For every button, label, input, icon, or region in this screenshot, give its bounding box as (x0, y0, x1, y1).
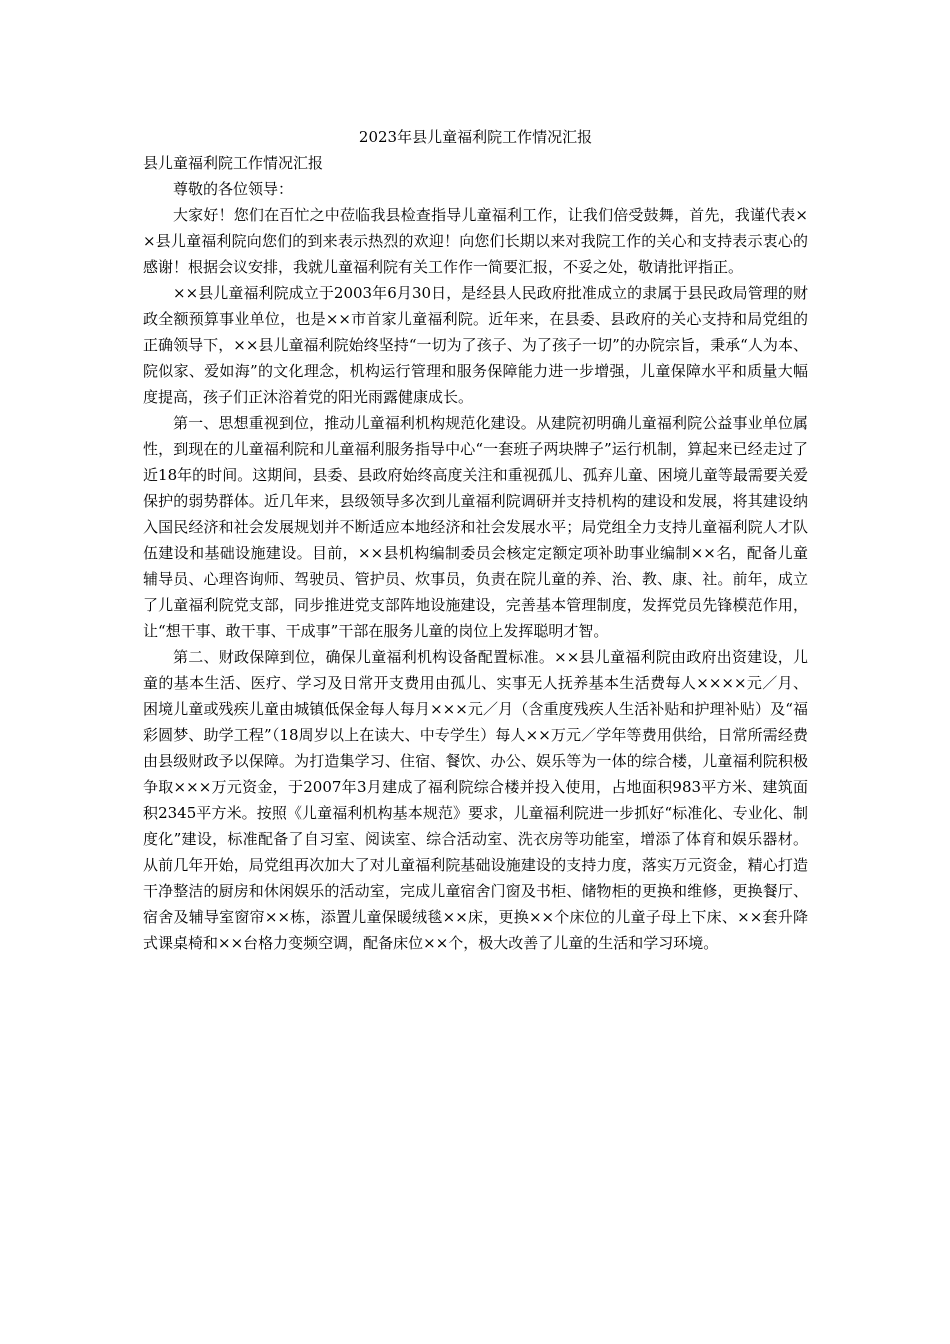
paragraph-overview: ××县儿童福利院成立于2003年6月30日，是经县人民政府批准成立的隶属于县民政局管理的财政全额预算事业单位，也是××市首家儿童福利院。近年来，在县委、县政府的关心支持和局党组的正确领导下，××县儿童福利院始终坚持“一切为了孩子、为了孩子一切”的办院宗旨，秉承“人为本、院似家、爱如海”的文化理念，机构运行管理和服务保障能力进一步增强，儿童保障水平和质量大幅度提高，孩子们正沐浴着党的阳光雨露健康成长。 (143, 284, 808, 406)
document-title: 2023年县儿童福利院工作情况汇报 (358, 128, 593, 146)
document-body (143, 124, 808, 956)
document-subtitle: 县儿童福利院工作情况汇报 (143, 154, 324, 172)
paragraph-intro: 大家好！您们在百忙之中莅临我县检查指导儿童福利工作，让我们倍受鼓舞，首先，我谨代表××县儿童福利院向您们的到来表示热烈的欢迎！向您们长期以来对我院工作的关心和支持表示衷心的感谢！根据会议安排，我就儿童福利院有关工作作一简要汇报，不妥之处，敬请批评指正。 (143, 206, 808, 276)
greeting-line: 尊敬的各位领导： (173, 180, 294, 198)
paragraph-first-point: 第一、思想重视到位，推动儿童福利机构规范化建设。从建院初明确儿童福利院公益事业单位属性，到现在的儿童福利院和儿童福利服务指导中心“一套班子两块牌子”运行机制，算起来已经走过了近18年的时间。这期间，县委、县政府始终高度关注和重视孤儿、孤弃儿童、困境儿童等最需要关爱保护的弱势群体。近几年来，县级领导多次到儿童福利院调研并支持机构的建设和发展，将其建设纳入国民经济和社会发展规划并不断适应本地经济和社会发展水平；局党组全力支持儿童福利院人才队伍建设和基础设施建设。目前，××县机构编制委员会核定定额定项补助事业编制××名，配备儿童辅导员、心理咨询师、驾驶员、管护员、炊事员，负责在院儿童的养、治、教、康、社。前年，成立了儿童福利院党支部，同步推进党支部阵地设施建设，完善基本管理制度，发挥党员先锋模范作用，让“想干事、敢干事、干成事”干部在服务儿童的岗位上发挥聪明才智。 (143, 414, 808, 640)
paragraph-second-point: 第二、财政保障到位，确保儿童福利机构设备配置标准。××县儿童福利院由政府出资建设，儿童的基本生活、医疗、学习及日常开支费用由孤儿、实事无人抚养基本生活费每人××××元／月、困境儿童或残疾儿童由城镇低保金每人每月×××元／月（含重度残疾人生活补贴和护理补贴）及“福彩圆梦、助学工程”（18周岁以上在读大、中专学生）每人××万元／学年等费用供给，日常所需经费由县级财政予以保障。为打造集学习、住宿、餐饮、办公、娱乐等为一体的综合楼，儿童福利院积极争取×××万元资金，于2007年3月建成了福利院综合楼并投入使用，占地面积983平方米、建筑面积2345平方米。按照《儿童福利机构基本规范》要求，儿童福利院进一步抓好“标准化、专业化、制度化”建设，标准配备了自习室、阅读室、综合活动室、洗衣房等功能室，增添了体育和娱乐器材。从前几年开始，局党组再次加大了对儿童福利院基础设施建设的支持力度，落实万元资金，精心打造干净整洁的厨房和休闲娱乐的活动室，完成儿童宿舍门窗及书柜、储物柜的更换和维修，更换餐厅、宿舍及辅导室窗帘××栋，添置儿童保暖绒毯××床，更换××个床位的儿童子母上下床、××套升降式课桌椅和××台格力变频空调，配备床位××个，极大改善了儿童的生活和学习环境。 (143, 648, 808, 952)
